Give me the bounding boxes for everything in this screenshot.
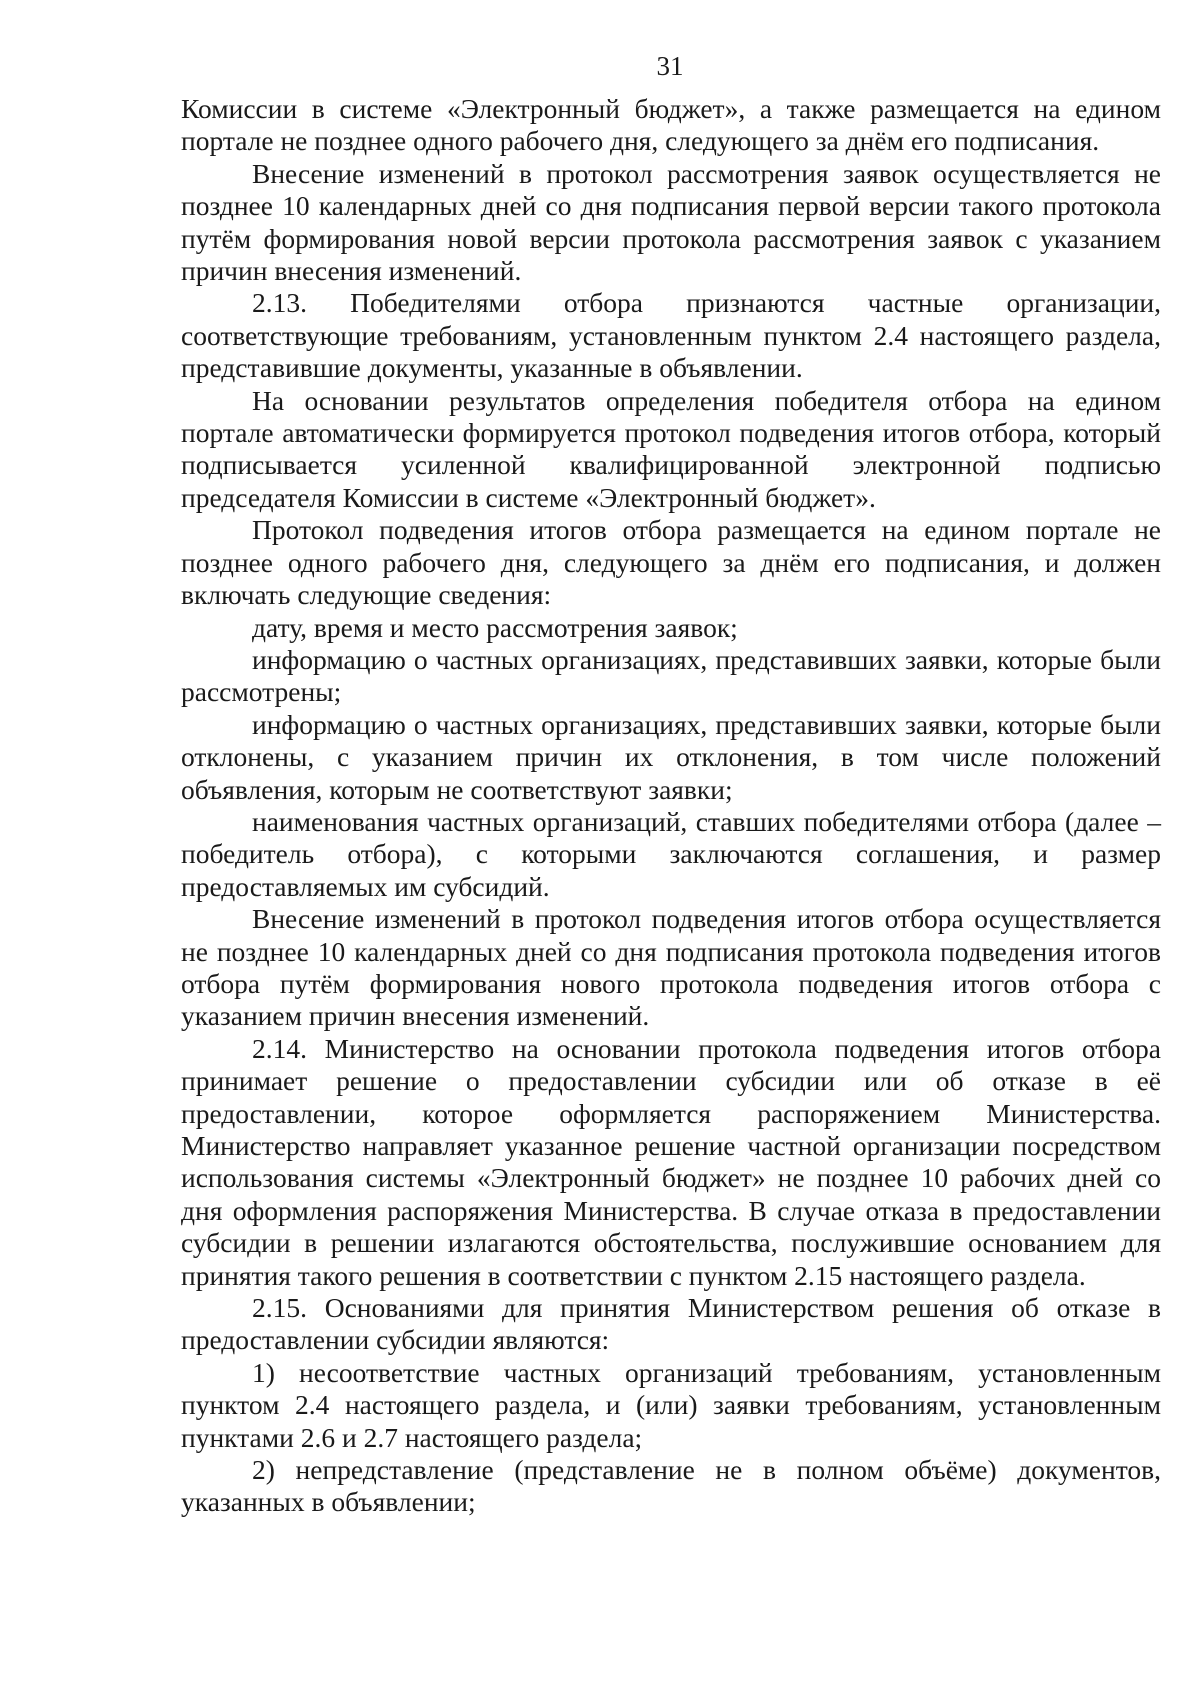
list-item-refusal-ground-1: 1) несоответствие частных организаций требованиям, установленным пунктом 2.4 настоящего раздела, и (или) заявки требованиям, установленным пунктами 2.6 и 2.7 настоящего раздела; [181,1356,1161,1453]
paragraph-amendment-review-protocol: Внесение изменений в протокол рассмотрения заявок осуществляется не позднее 10 календарных дней со дня подписания первой версии такого протокола путём формирования новой версии протокола рассмотрения заявок с указанием причин внесения изменений. [181,157,1161,287]
list-item-rejected-applications: информацию о частных организациях, представивших заявки, которые были отклонены, с указанием причин их отклонения, в том числе положений объявления, которым не соответствуют заявки; [181,708,1161,805]
paragraph-protocol-contents: Протокол подведения итогов отбора размещается на едином портале не позднее одного рабочего дня, следующего за днём его подписания, и должен включать следующие сведения: [181,514,1161,611]
list-item-reviewed-applications: информацию о частных организациях, представивших заявки, которые были рассмотрены; [181,643,1161,708]
list-item-refusal-ground-2: 2) непредставление (представление не в полном объёме) документов, указанных в объявлении; [181,1454,1161,1518]
paragraph-continuation: Комиссии в системе «Электронный бюджет», а также размещается на едином портале не позднее одного рабочего дня, следующего за днём его подписания. [181,93,1161,157]
list-item-winners: наименования частных организаций, ставших победителями отбора (далее – победитель отбора), с которыми заключаются соглашения, и размер предоставляемых им субсидий. [181,805,1161,902]
paragraph-2-15: 2.15. Основаниями для принятия Министерством решения об отказе в предоставлении субсидии являются: [181,1292,1161,1356]
paragraph-2-14: 2.14. Министерство на основании протокола подведения итогов отбора принимает решение о предоставлении субсидии или об отказе в её предоставлении, которое оформляется распоряжением Министерства. Министерство направляет указанное решение частной организации посредством использования системы «Электронный бюджет» не позднее 10 рабочих дней со дня оформления распоряжения Министерства. В случае отказа в предоставлении субсидии в решении излагаются обстоятельства, послужившие основанием для принятия такого решения в соответствии с пунктом 2.15 настоящего раздела. [181,1032,1161,1291]
document-body [181,93,1161,1519]
paragraph-2-13: 2.13. Победителями отбора признаются частные организации, соответствующие требованиям, установленным пунктом 2.4 настоящего раздела, представившие документы, указанные в объявлении. [181,287,1161,384]
paragraph-amendment-results-protocol: Внесение изменений в протокол подведения итогов отбора осуществляется не позднее 10 календарных дней со дня подписания протокола подведения итогов отбора путём формирования нового протокола подведения итогов отбора с указанием причин внесения изменений. [181,903,1161,1032]
page-number: 31 [656,51,684,81]
paragraph-results-protocol: На основании результатов определения победителя отбора на едином портале автоматически формируется протокол подведения итогов отбора, который подписывается усиленной квалифицированной электронной подписью председателя Комиссии в системе «Электронный бюджет». [181,384,1161,513]
list-item-date-time-place: дату, время и место рассмотрения заявок; [252,611,738,643]
